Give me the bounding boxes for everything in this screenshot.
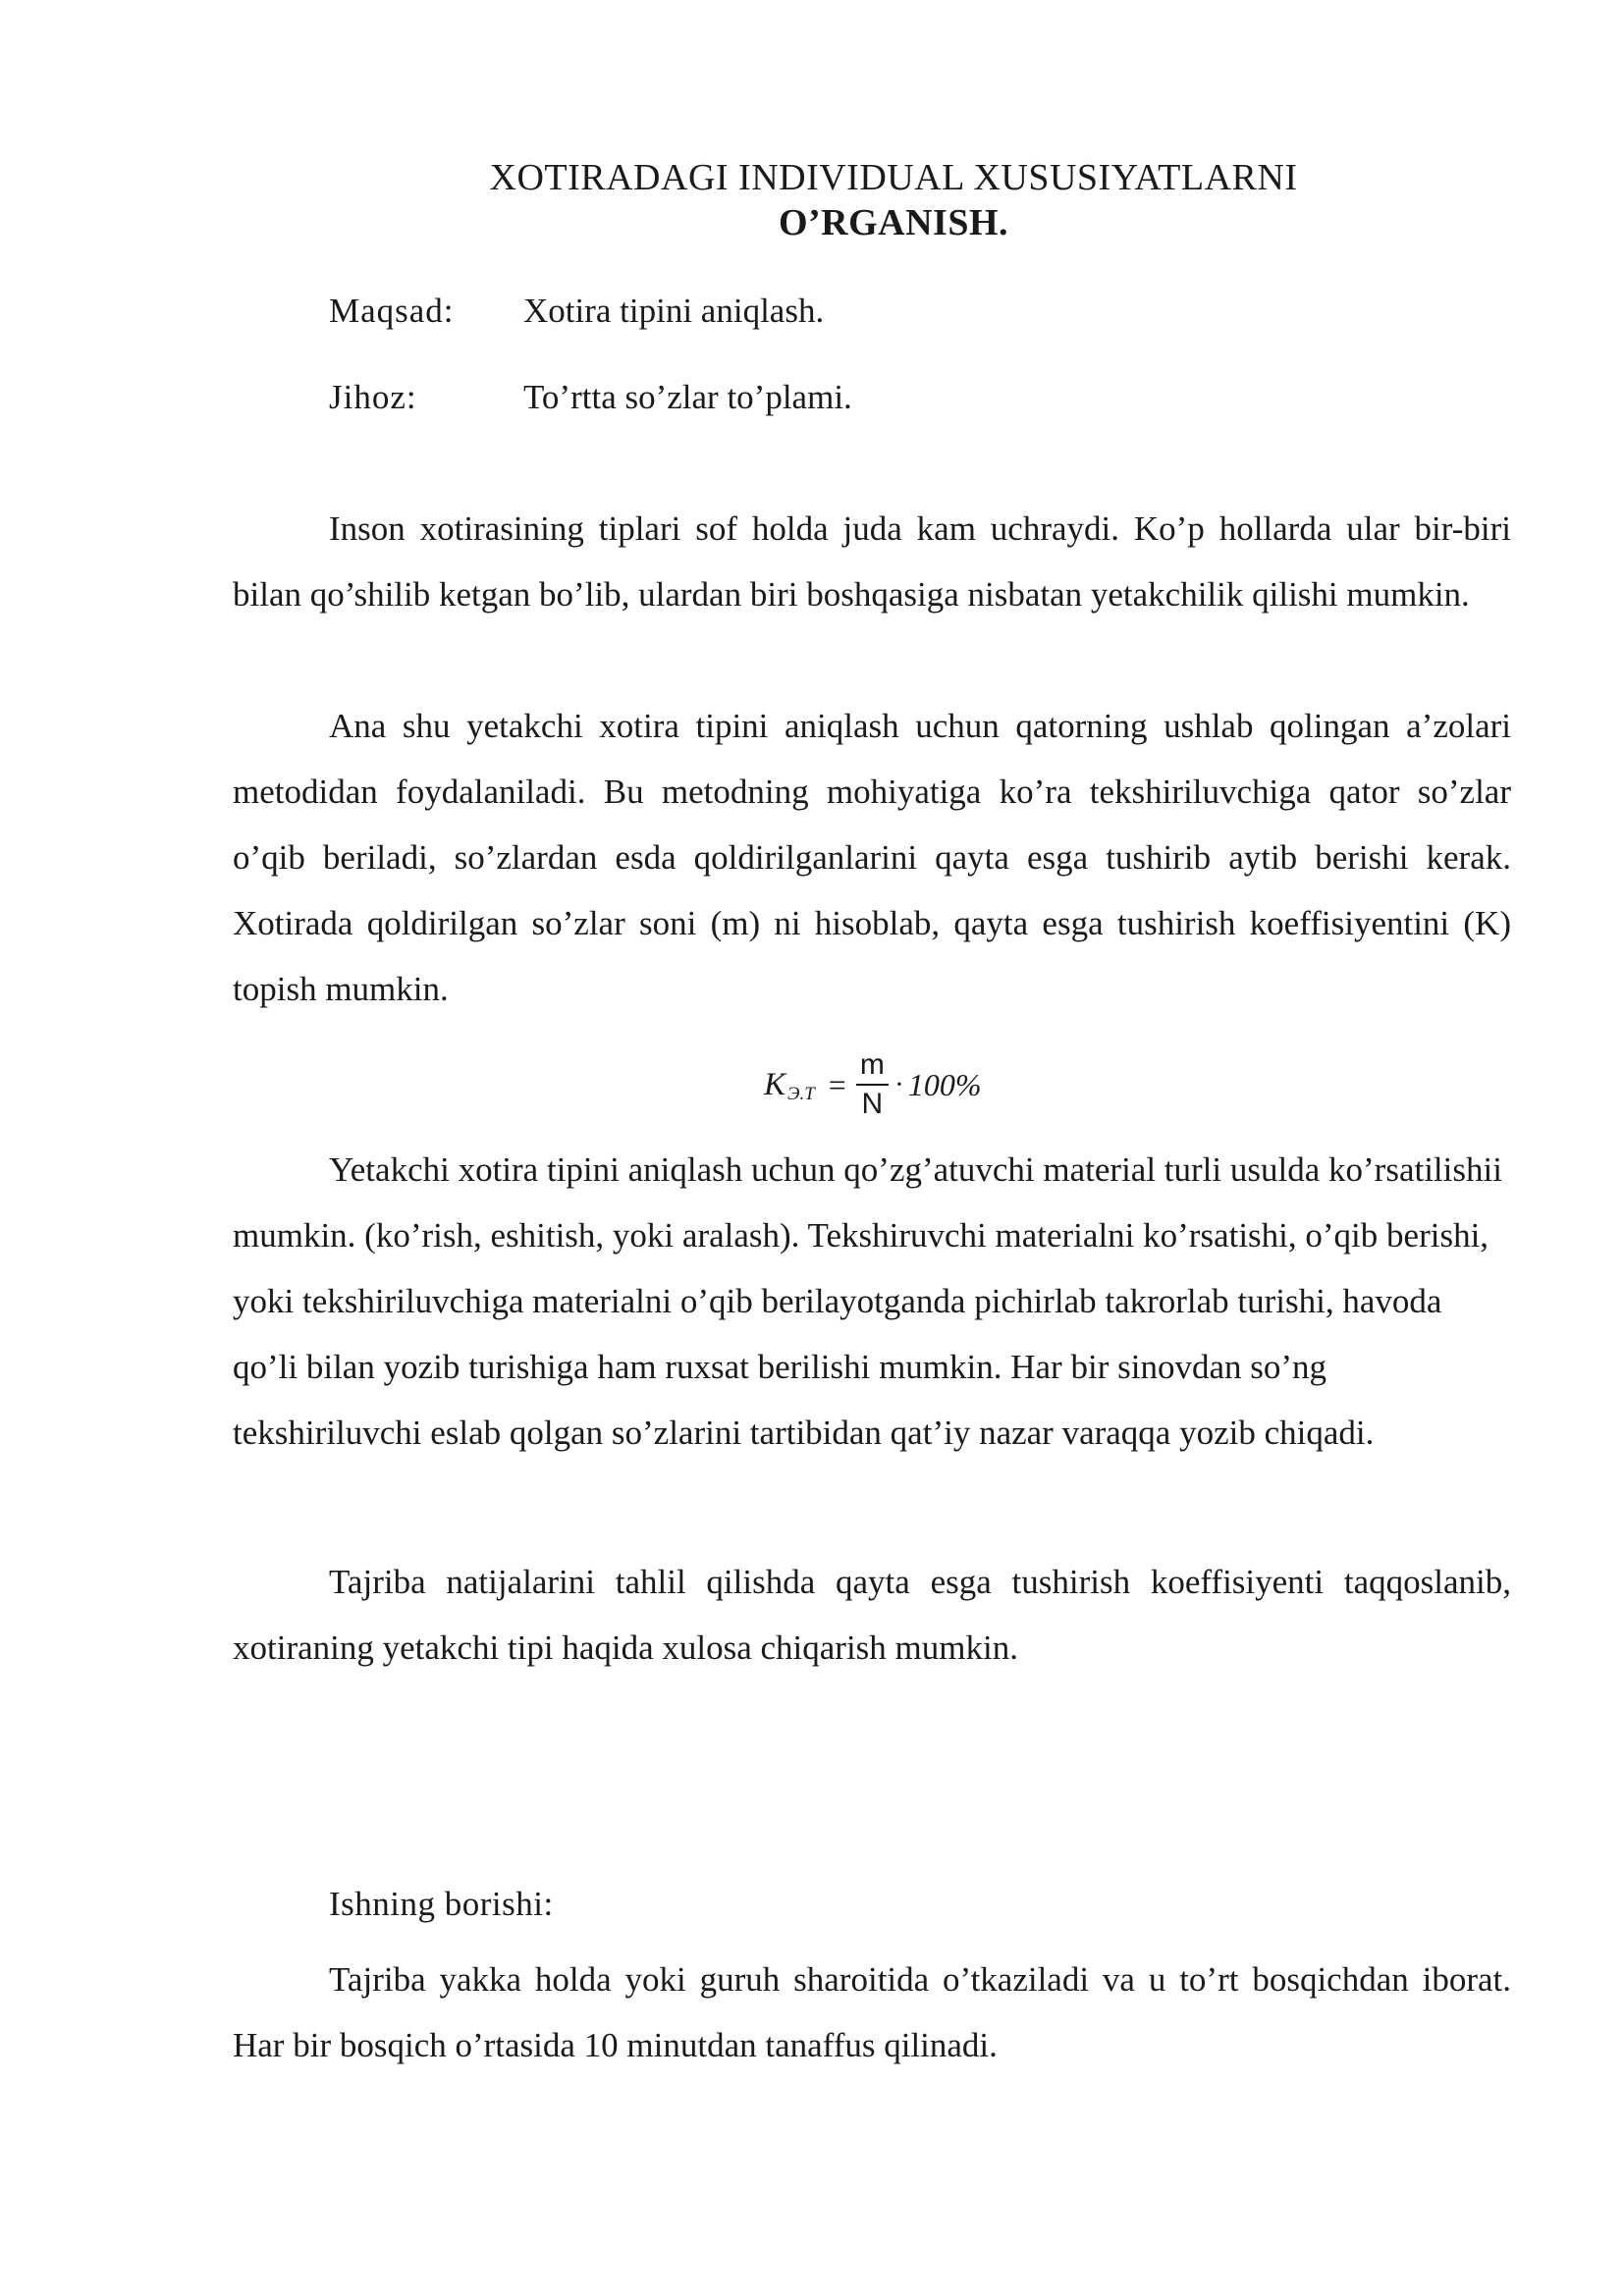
formula-symbol: K: [764, 1066, 786, 1102]
recall-coefficient-formula: [764, 1041, 981, 1129]
equipment-label: Jihoz:: [329, 378, 417, 416]
section-heading: Ishning borishi:: [329, 1885, 554, 1923]
formula-factor: 100%: [907, 1066, 982, 1102]
formula-numerator: m: [856, 1048, 889, 1086]
paragraph-3: Yetakchi xotira tipini aniqlash uchun qo’zg’atuvchi material turli usulda ko’rsatilishii mumkin. (ko’rish, eshitish, yoki aralash). Tekshiruvchi materialni ko’rsatishi, o’qib berishi, yoki tekshiriluvchiga materialni o’qib berilayotganda pichirlab takrorlab turishi, havoda qo’li bilan yozib turishiga ham ruxsat berilishi mumkin. Har bir sinovdan so’ng tekshiriluvchi eslab qolgan so’zlarini tartibidan qat’iy nazar varaqqa yozib chiqadi.: [233, 1150, 1502, 1452]
document-title-line-2: O’RGANISH.: [778, 202, 1009, 243]
paragraph-2: Ana shu yetakchi xotira tipini aniqlash uchun qatorning ushlab qolingan a’zolari metodidan foydalaniladi. Bu metodning mohiyatiga ko’ra tekshiriluvchiga qator so’zlar o’qib beriladi, so’zlardan esda qoldirilganlarini qayta esga tushirib aytib berishi kerak. Xotirada qoldirilgan so’zlar soni (m) ni hisoblab, qayta esga tushirish koeffisiyentini (K) topish mumkin.: [233, 707, 1511, 1008]
formula-fraction: [856, 1048, 889, 1121]
goal-label: Maqsad:: [329, 292, 455, 330]
goal-value: Xotira tipini aniqlash.: [523, 292, 825, 330]
goal-row: [329, 290, 824, 333]
formula-dot: ·: [893, 1068, 904, 1100]
paragraph-1: Inson xotirasining tiplari sof holda juda kam uchraydi. Ko’p hollarda ular bir-biri bilan qo’shilib ketgan bo’lib, ulardan biri boshqasiga nisbatan yetakchilik qilishi mumkin.: [233, 509, 1511, 614]
formula-equals: =: [828, 1066, 846, 1102]
formula-subscript: Э.Т: [787, 1084, 815, 1104]
formula-denominator: N: [861, 1088, 884, 1120]
equipment-value: To’rtta so’zlar to’plami.: [523, 378, 852, 416]
paragraph-5: Tajriba yakka holda yoki guruh sharoitida o’tkaziladi va u to’rt bosqichdan iborat. Har bir bosqich o’rtasida 10 minutdan tanaffus qilinadi.: [233, 1960, 1511, 2064]
document-title-line-1: XOTIRADAGI INDIVIDUAL XUSUSIYATLARNI: [489, 157, 1298, 198]
paragraph-4: Tajriba natijalarini tahlil qilishda qayta esga tushirish koeffisiyenti taqqoslanib, xotiraning yetakchi tipi haqida xulosa chiqarish mumkin.: [233, 1563, 1511, 1667]
equipment-row: [329, 376, 852, 419]
